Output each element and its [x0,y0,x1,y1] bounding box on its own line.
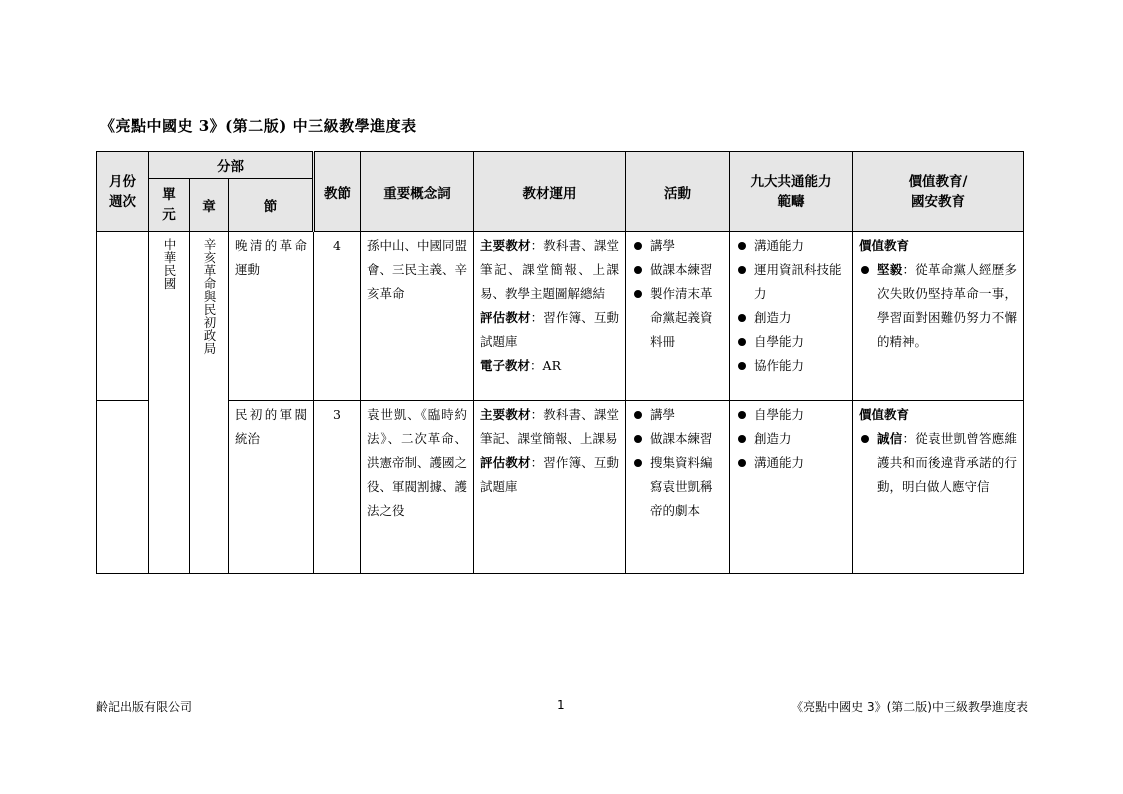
table-row [97,232,1024,401]
list-item: 創造力 [736,427,846,451]
list-item: 講學 [632,403,723,427]
list-item: 製作清末革命黨起義資料冊 [632,282,723,354]
values-cell: 價值教育 誠信：從袁世凱曾答應維護共和而後違背承諾的行動，明白做人應守信 [853,401,1024,574]
list-item: 做課本練習 [632,427,723,451]
section-cell: 晚清的革命運動 [229,232,314,401]
list-item: 搜集資料編寫袁世凱稱帝的劇本 [632,451,723,523]
header-periods: 教節 [314,152,361,232]
schedule-table [96,151,1024,574]
list-item: 講學 [632,234,723,258]
list-item: 創造力 [736,306,846,330]
month-week-cell [97,232,149,401]
list-item: 自學能力 [736,330,846,354]
header-section: 節 [229,179,314,232]
list-item: 做課本練習 [632,258,723,282]
header-unit: 單 元 [149,179,190,232]
header-chapter: 章 [190,179,229,232]
values-cell: 價值教育 堅毅：從革命黨人經歷多次失敗仍堅持革命一事，學習面對困難仍努力不懈的精神。 [853,232,1024,401]
page-title: 《亮點中國史 3》(第二版) 中三級教學進度表 [100,117,417,135]
list-item: 運用資訊科技能力 [736,258,846,306]
materials-cell: 主要教材：教科書、課堂筆記、課堂簡報、上課易 評估教材：習作簿、互動試題庫 [474,401,626,574]
footer-publisher: 齡記出版有限公司 [96,700,193,714]
header-values: 價值教育/ 國安教育 [853,152,1024,232]
unit-cell: 中華民國 [149,232,190,574]
periods-cell: 4 [314,232,361,401]
activities-cell [626,401,730,574]
header-key-concepts: 重要概念詞 [361,152,474,232]
header-month-week: 月份 週次 [97,152,149,232]
chapter-cell: 辛亥革命與民初政局 [190,232,229,574]
header-generic-skills: 九大共通能力 範疇 [730,152,853,232]
materials-cell: 主要教材：教科書、課堂筆記、課堂簡報、上課易、教學主題圖解總結 評估教材：習作簿、互動試題庫 電子教材：AR [474,232,626,401]
activities-cell [626,232,730,401]
list-item: 協作能力 [736,354,846,378]
skills-cell [730,401,853,574]
month-week-cell [97,401,149,574]
periods-cell: 3 [314,401,361,574]
section-cell: 民初的軍閥統治 [229,401,314,574]
header-activities: 活動 [626,152,730,232]
key-concepts-cell: 孫中山、中國同盟會、三民主義、辛亥革命 [361,232,474,401]
footer-page-number: 1 [557,698,565,712]
list-item: 溝通能力 [736,234,846,258]
skills-cell [730,232,853,401]
key-concepts-cell: 袁世凱、《臨時約法》、二次革命、洪憲帝制、護國之役、軍閥割據、護法之役 [361,401,474,574]
header-materials: 教材運用 [474,152,626,232]
list-item: 自學能力 [736,403,846,427]
list-item: 溝通能力 [736,451,846,475]
table-row [97,401,1024,574]
header-division: 分部 [149,152,314,179]
list-item: 堅毅：從革命黨人經歷多次失敗仍堅持革命一事，學習面對困難仍努力不懈的精神。 [859,258,1017,354]
list-item: 誠信：從袁世凱曾答應維護共和而後違背承諾的行動，明白做人應守信 [859,427,1017,499]
footer-doc-name: 《亮點中國史 3》(第二版)中三級教學進度表 [791,700,1028,714]
